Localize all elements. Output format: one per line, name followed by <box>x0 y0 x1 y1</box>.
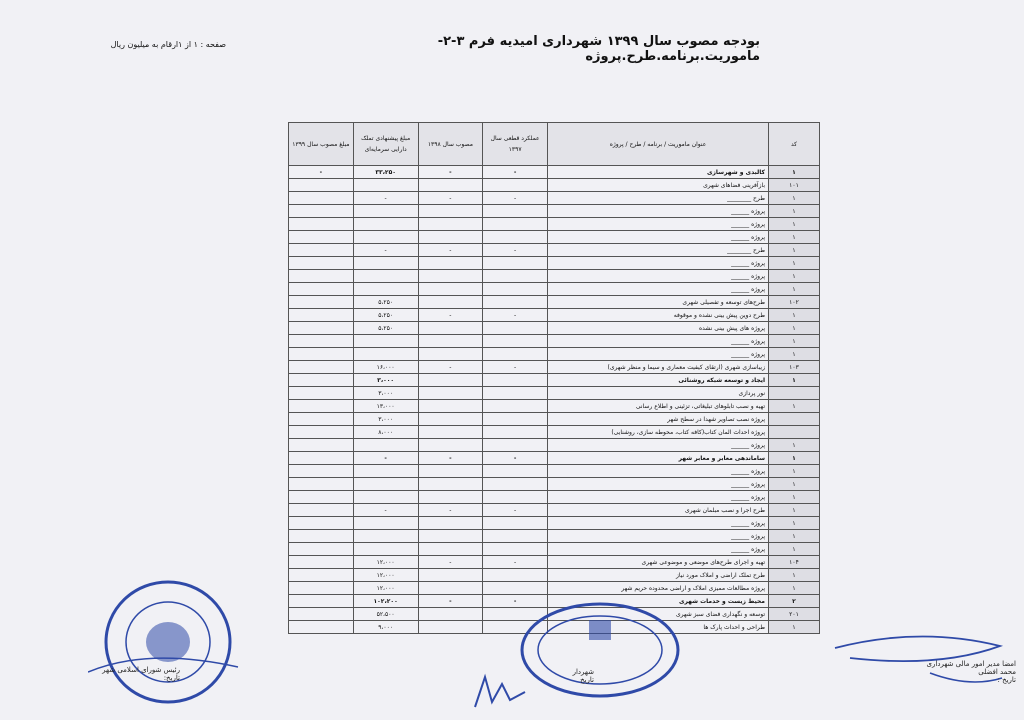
row-proposed: ۳،۰۰۰ <box>353 413 418 426</box>
table-row <box>289 556 820 569</box>
row-title: طرح ________ <box>548 244 769 257</box>
row-code: ۱ <box>769 348 820 361</box>
row-actual-1397 <box>483 335 548 348</box>
row-code: ۲ <box>769 595 820 608</box>
row-code: ۱ <box>769 491 820 504</box>
row-approved-1398 <box>418 478 483 491</box>
table-row <box>289 400 820 413</box>
row-approved-1399 <box>289 478 354 491</box>
table-row <box>289 309 820 322</box>
row-actual-1397: - <box>483 556 548 569</box>
row-proposed <box>353 465 418 478</box>
row-approved-1398 <box>418 413 483 426</box>
row-proposed: ۳،۰۰۰ <box>353 374 418 387</box>
row-proposed: ۱۲،۰۰۰ <box>353 569 418 582</box>
row-approved-1399 <box>289 569 354 582</box>
row-approved-1399 <box>289 556 354 569</box>
row-approved-1398 <box>418 582 483 595</box>
table-row <box>289 530 820 543</box>
row-actual-1397 <box>483 517 548 530</box>
row-approved-1399 <box>289 374 354 387</box>
row-code: ۱ <box>769 244 820 257</box>
table-row <box>289 452 820 465</box>
row-approved-1398: - <box>418 192 483 205</box>
header-actual-1397: عملکرد قطعی سال ۱۳۹۷ <box>483 123 548 166</box>
row-code: ۱ <box>769 543 820 556</box>
budget-table <box>288 122 820 634</box>
row-title: پروژه ______ <box>548 478 769 491</box>
row-code: ۱ <box>769 218 820 231</box>
row-approved-1399 <box>289 530 354 543</box>
row-proposed <box>353 283 418 296</box>
row-approved-1398 <box>418 283 483 296</box>
row-proposed <box>353 530 418 543</box>
mayor-signature-date: تاریخ <box>580 676 594 684</box>
row-proposed: - <box>353 504 418 517</box>
row-title: ساماندهی معابر و معابر شهر <box>548 452 769 465</box>
row-approved-1399 <box>289 426 354 439</box>
row-approved-1398 <box>418 608 483 621</box>
row-approved-1398: - <box>418 595 483 608</box>
row-approved-1398: - <box>418 361 483 374</box>
row-title: پروژه ______ <box>548 231 769 244</box>
row-proposed <box>353 478 418 491</box>
row-title: پروژه ______ <box>548 335 769 348</box>
table-row <box>289 205 820 218</box>
row-title: تهیه و اجرای طرح‌های موضعی و موضوعی شهری <box>548 556 769 569</box>
row-title: پروژه ______ <box>548 205 769 218</box>
row-actual-1397 <box>483 426 548 439</box>
row-approved-1398 <box>418 296 483 309</box>
row-approved-1399: - <box>289 166 354 179</box>
header-approved-1398: مصوب سال ۱۳۹۸ <box>418 123 483 166</box>
council-signature-block <box>100 666 180 682</box>
row-actual-1397 <box>483 387 548 400</box>
row-approved-1398: - <box>418 452 483 465</box>
row-approved-1399 <box>289 413 354 426</box>
row-title: طراحی و احداث پارک ها <box>548 621 769 634</box>
row-title: پروژه های پیش بینی نشده <box>548 322 769 335</box>
table-row <box>289 543 820 556</box>
table-row <box>289 348 820 361</box>
row-approved-1398 <box>418 348 483 361</box>
row-actual-1397 <box>483 283 548 296</box>
table-body <box>289 166 820 634</box>
row-actual-1397: - <box>483 504 548 517</box>
row-proposed <box>353 348 418 361</box>
row-actual-1397 <box>483 439 548 452</box>
row-approved-1398 <box>418 322 483 335</box>
row-approved-1399 <box>289 621 354 634</box>
page-info: صفحه : ۱ از ۱ارقام به میلیون ریال <box>110 40 226 49</box>
row-proposed <box>353 179 418 192</box>
row-approved-1399 <box>289 517 354 530</box>
row-code: ۱ <box>769 517 820 530</box>
row-proposed: ۵،۲۵۰ <box>353 309 418 322</box>
row-approved-1398 <box>418 569 483 582</box>
row-title: نور پردازی <box>548 387 769 400</box>
row-actual-1397 <box>483 413 548 426</box>
row-proposed <box>353 439 418 452</box>
row-title: پروژه ______ <box>548 465 769 478</box>
table-row <box>289 166 820 179</box>
table-row <box>289 439 820 452</box>
row-code: ۱ <box>769 569 820 582</box>
row-title: پروژه ______ <box>548 491 769 504</box>
row-title: زیباسازی شهری (ارتقای کیفیت معماری و سیما و منظر شهری) <box>548 361 769 374</box>
row-proposed <box>353 231 418 244</box>
row-code: ۱ <box>769 465 820 478</box>
row-approved-1398: - <box>418 556 483 569</box>
row-code: ۱ <box>769 582 820 595</box>
row-title: پروژه ______ <box>548 517 769 530</box>
row-title: طرح ________ <box>548 192 769 205</box>
row-approved-1399 <box>289 465 354 478</box>
row-proposed: ۱۳،۰۰۰ <box>353 400 418 413</box>
row-approved-1399 <box>289 205 354 218</box>
row-actual-1397 <box>483 179 548 192</box>
row-proposed: ۸،۰۰۰ <box>353 426 418 439</box>
row-approved-1398 <box>418 517 483 530</box>
row-proposed: ۹،۰۰۰ <box>353 621 418 634</box>
row-approved-1398 <box>418 335 483 348</box>
table-row <box>289 426 820 439</box>
row-approved-1398 <box>418 218 483 231</box>
row-title: پروژه ______ <box>548 283 769 296</box>
row-title: پروژه ______ <box>548 257 769 270</box>
row-title: کالبدی و شهرسازی <box>548 166 769 179</box>
row-proposed <box>353 270 418 283</box>
row-approved-1399 <box>289 491 354 504</box>
row-actual-1397 <box>483 491 548 504</box>
mayor-signature-block <box>524 668 594 684</box>
row-proposed: ۵،۲۵۰ <box>353 296 418 309</box>
row-code: ۱ <box>769 205 820 218</box>
row-proposed: ۱۰۲،۲۰۰ <box>353 595 418 608</box>
row-approved-1399 <box>289 348 354 361</box>
header-proposed: مبلغ پیشنهادی تملک دارایی سرمایه‌ای <box>353 123 418 166</box>
row-title: پروژه نصب تصاویر شهدا در سطح شهر <box>548 413 769 426</box>
row-actual-1397 <box>483 400 548 413</box>
row-code: ۱ <box>769 374 820 387</box>
row-title: پروژه ______ <box>548 218 769 231</box>
row-proposed <box>353 205 418 218</box>
row-proposed: ۵،۲۵۰ <box>353 322 418 335</box>
row-code: ۱ <box>769 530 820 543</box>
row-code <box>769 426 820 439</box>
table-row <box>289 335 820 348</box>
table-row <box>289 569 820 582</box>
row-title: بازآفرینی فضاهای شهری <box>548 179 769 192</box>
row-proposed: ۳۳،۲۵۰ <box>353 166 418 179</box>
row-approved-1398 <box>418 530 483 543</box>
row-proposed: - <box>353 452 418 465</box>
row-approved-1398 <box>418 374 483 387</box>
row-proposed <box>353 257 418 270</box>
row-title: توسعه و نگهداری فضای سبز شهری <box>548 608 769 621</box>
row-actual-1397: - <box>483 452 548 465</box>
row-approved-1399 <box>289 218 354 231</box>
council-signature-date: تاریخ: <box>163 674 180 682</box>
row-title: پروژه احداث المان کتاب(کافه کتاب، محوطه سازی، روشنایی) <box>548 426 769 439</box>
row-approved-1398 <box>418 179 483 192</box>
row-approved-1399 <box>289 582 354 595</box>
row-code: ۱ <box>769 231 820 244</box>
row-title: پروژه ______ <box>548 348 769 361</box>
municipality-seal-icon <box>515 598 685 718</box>
row-approved-1399 <box>289 504 354 517</box>
row-title: محیط زیست و خدمات شهری <box>548 595 769 608</box>
row-code: ۱ <box>769 166 820 179</box>
row-code: ۱ <box>769 478 820 491</box>
row-approved-1398 <box>418 621 483 634</box>
row-proposed: ۳،۰۰۰ <box>353 387 418 400</box>
row-title: پروژه ______ <box>548 530 769 543</box>
row-approved-1398 <box>418 231 483 244</box>
row-approved-1398 <box>418 270 483 283</box>
row-approved-1398 <box>418 439 483 452</box>
row-code: ۱ <box>769 257 820 270</box>
row-actual-1397: - <box>483 361 548 374</box>
council-seal-icon <box>88 572 248 708</box>
row-approved-1399 <box>289 335 354 348</box>
row-actual-1397 <box>483 465 548 478</box>
row-approved-1399 <box>289 192 354 205</box>
row-approved-1398 <box>418 465 483 478</box>
row-approved-1398 <box>418 205 483 218</box>
row-approved-1399 <box>289 244 354 257</box>
row-actual-1397 <box>483 218 548 231</box>
header-code: کد <box>769 123 820 166</box>
row-approved-1399 <box>289 296 354 309</box>
table-row <box>289 465 820 478</box>
row-proposed <box>353 218 418 231</box>
row-proposed <box>353 491 418 504</box>
row-code: ۱۰۳ <box>769 361 820 374</box>
row-approved-1399 <box>289 179 354 192</box>
finance-signature-label: امضا مدیر امور مالی شهرداری <box>926 660 1016 668</box>
row-actual-1397: - <box>483 166 548 179</box>
row-approved-1398 <box>418 426 483 439</box>
table-row <box>289 231 820 244</box>
row-approved-1399 <box>289 270 354 283</box>
row-approved-1398 <box>418 387 483 400</box>
row-code <box>769 387 820 400</box>
finance-signature-date: تاریخ : <box>997 676 1016 684</box>
row-title: پروژه ______ <box>548 543 769 556</box>
row-approved-1398 <box>418 543 483 556</box>
row-code: ۱۰۴ <box>769 556 820 569</box>
row-actual-1397 <box>483 322 548 335</box>
table-header-row <box>289 123 820 166</box>
row-actual-1397 <box>483 374 548 387</box>
row-approved-1399 <box>289 543 354 556</box>
row-proposed <box>353 543 418 556</box>
row-title: ایجاد و توسعه شبکه روشنائی <box>548 374 769 387</box>
row-actual-1397 <box>483 205 548 218</box>
row-proposed: - <box>353 244 418 257</box>
row-code <box>769 413 820 426</box>
table-row <box>289 361 820 374</box>
row-approved-1398 <box>418 257 483 270</box>
row-actual-1397: - <box>483 309 548 322</box>
row-code: ۱ <box>769 283 820 296</box>
table-row <box>289 192 820 205</box>
table-row <box>289 257 820 270</box>
row-code: ۲۰۱ <box>769 608 820 621</box>
header-approved-1399: مبلغ مصوب سال ۱۳۹۹ <box>289 123 354 166</box>
row-actual-1397 <box>483 231 548 244</box>
row-code: ۱ <box>769 322 820 335</box>
row-code: ۱۰۲ <box>769 296 820 309</box>
table-row <box>289 374 820 387</box>
row-approved-1399 <box>289 309 354 322</box>
row-approved-1399 <box>289 361 354 374</box>
row-title: تهیه و نصب تابلوهای تبلیغاتی، تزئینی و اطلاع رسانی <box>548 400 769 413</box>
row-approved-1399 <box>289 257 354 270</box>
row-code: ۱۰۱ <box>769 179 820 192</box>
finance-signature-block <box>876 660 1016 684</box>
table-row <box>289 582 820 595</box>
row-approved-1399 <box>289 387 354 400</box>
row-code: ۱ <box>769 400 820 413</box>
row-actual-1397: - <box>483 595 548 608</box>
row-actual-1397 <box>483 530 548 543</box>
row-code: ۱ <box>769 192 820 205</box>
row-title: پروژه ______ <box>548 439 769 452</box>
header-title: عنوان ماموریت / برنامه / طرح / پروژه <box>548 123 769 166</box>
row-approved-1399 <box>289 231 354 244</box>
row-title: طرح‌های توسعه و تفصیلی شهری <box>548 296 769 309</box>
row-actual-1397 <box>483 569 548 582</box>
row-proposed <box>353 335 418 348</box>
row-actual-1397 <box>483 582 548 595</box>
table-row <box>289 179 820 192</box>
table-row <box>289 413 820 426</box>
row-actual-1397 <box>483 348 548 361</box>
row-proposed: ۱۲،۰۰۰ <box>353 556 418 569</box>
row-actual-1397: - <box>483 192 548 205</box>
table-row <box>289 218 820 231</box>
row-proposed: ۵۲،۵۰۰ <box>353 608 418 621</box>
row-proposed <box>353 517 418 530</box>
row-proposed: - <box>353 192 418 205</box>
table-row <box>289 504 820 517</box>
table-row <box>289 283 820 296</box>
row-proposed: ۱۲،۰۰۰ <box>353 582 418 595</box>
row-approved-1399 <box>289 439 354 452</box>
row-approved-1398: - <box>418 166 483 179</box>
signature-scribble-icon <box>470 672 530 712</box>
row-actual-1397 <box>483 257 548 270</box>
row-approved-1398 <box>418 491 483 504</box>
document-title: بودجه مصوب سال ۱۳۹۹ شهرداری امیدیه فرم ۳-۲-ماموریت.برنامه.طرح.پروژه <box>437 34 760 64</box>
row-title: طرح دوین پیش بینی نشده و موقوفه <box>548 309 769 322</box>
row-code: ۱ <box>769 439 820 452</box>
table-row <box>289 517 820 530</box>
row-code: ۱ <box>769 270 820 283</box>
row-title: پروژه مطالعات ممیزی املاک و اراضی محدوده حریم شهر <box>548 582 769 595</box>
finance-signature-name: محمد افضلی <box>978 668 1016 676</box>
row-approved-1399 <box>289 608 354 621</box>
table-row <box>289 478 820 491</box>
row-title: طرح اجرا و نصب مبلمان شهری <box>548 504 769 517</box>
row-title: پروژه ______ <box>548 270 769 283</box>
row-actual-1397 <box>483 296 548 309</box>
row-actual-1397 <box>483 270 548 283</box>
row-approved-1399 <box>289 283 354 296</box>
table-row <box>289 244 820 257</box>
row-approved-1399 <box>289 322 354 335</box>
row-approved-1398: - <box>418 244 483 257</box>
table-row <box>289 296 820 309</box>
table-row <box>289 322 820 335</box>
row-proposed: ۱۶،۰۰۰ <box>353 361 418 374</box>
row-code: ۱ <box>769 335 820 348</box>
row-code: ۱ <box>769 452 820 465</box>
row-title: طرح تملک اراضی و املاک مورد نیاز <box>548 569 769 582</box>
mayor-signature-label: شهردار <box>572 668 594 676</box>
table-row <box>289 270 820 283</box>
table-row <box>289 387 820 400</box>
row-code: ۱ <box>769 309 820 322</box>
row-approved-1398: - <box>418 504 483 517</box>
row-code: ۱ <box>769 504 820 517</box>
row-approved-1399 <box>289 452 354 465</box>
row-actual-1397 <box>483 543 548 556</box>
row-approved-1398: - <box>418 309 483 322</box>
row-code: ۱ <box>769 621 820 634</box>
row-actual-1397 <box>483 478 548 491</box>
row-approved-1399 <box>289 400 354 413</box>
table-row <box>289 491 820 504</box>
row-actual-1397: - <box>483 244 548 257</box>
row-approved-1398 <box>418 400 483 413</box>
council-signature-label: رئیس شورای اسلامی شهر <box>102 666 180 674</box>
row-approved-1399 <box>289 595 354 608</box>
